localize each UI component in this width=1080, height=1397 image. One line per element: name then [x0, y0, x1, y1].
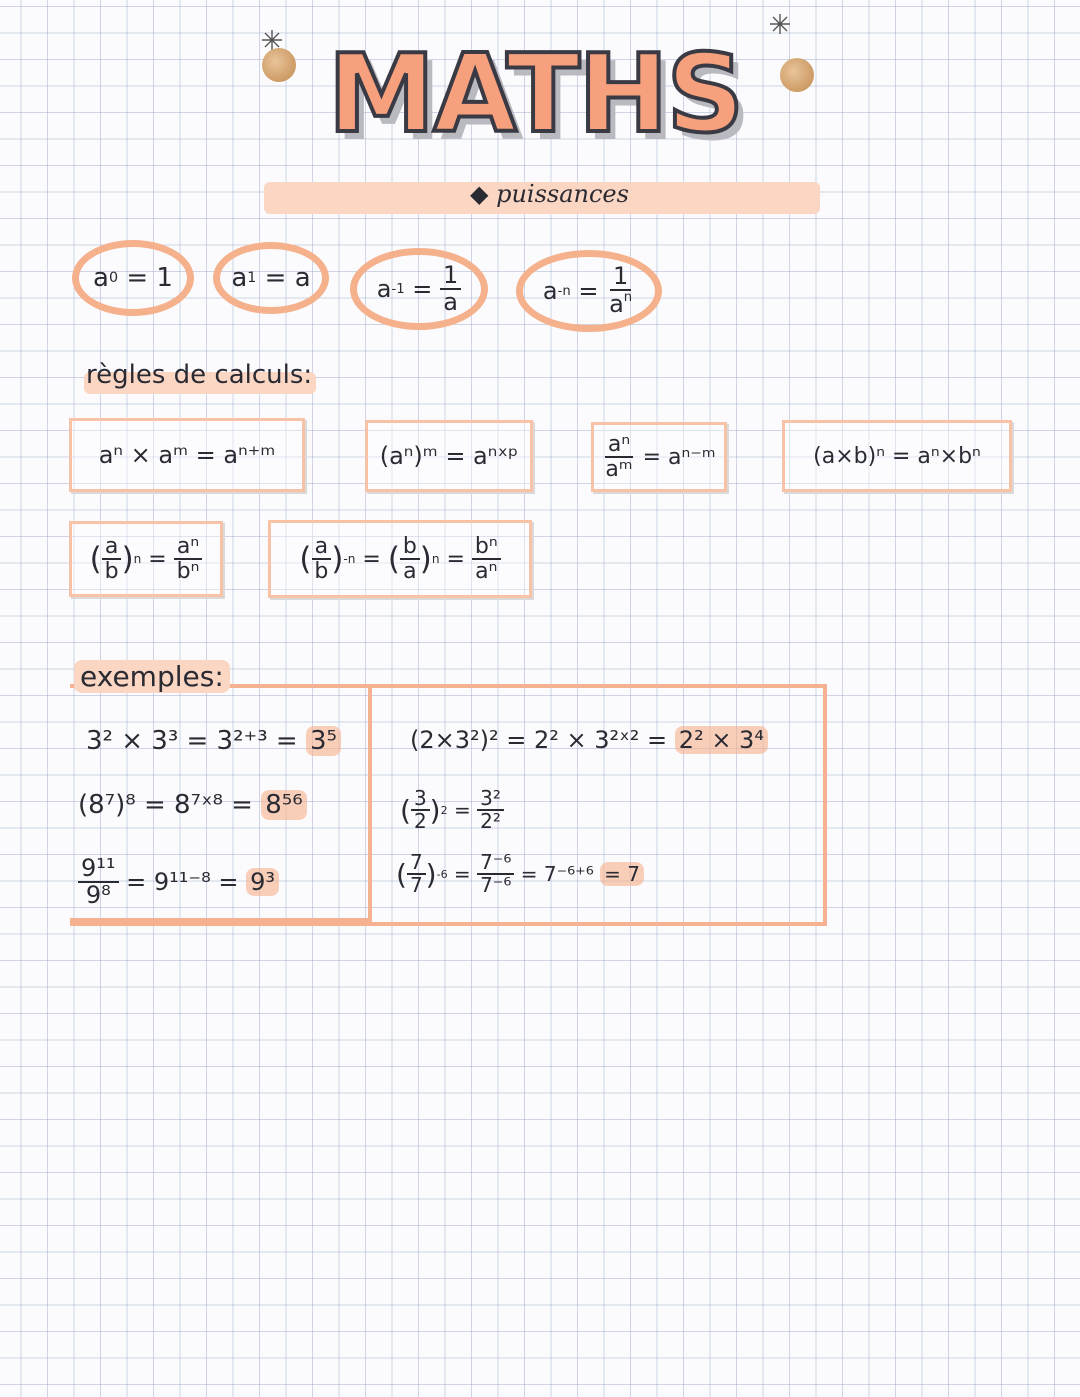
example-right-3: ( $\frac{7}{7}$ ) -6 = $\frac{\text{7⁻⁶}}{\text{7⁻⁶}}$ = 7⁻⁶⁺⁶ = 7 — [396, 852, 644, 896]
examples-label: exemples: — [74, 660, 230, 693]
example-right-2: ( $\frac{3}{2}$ ) 2 = $\frac{\text{3²}}{\text{2²}}$ — [400, 788, 504, 832]
rule-product-power: (a×b)ⁿ = aⁿ×bⁿ — [782, 420, 1012, 492]
page-title: MATHS — [327, 31, 743, 157]
rules-label: règles de calculs: — [86, 360, 313, 390]
example-left-2: (8⁷)⁸ = 8⁷ˣ⁸ = 8⁵⁶ — [78, 790, 307, 820]
examples-divider — [368, 684, 372, 922]
subtitle: ◆ puissances — [470, 180, 629, 208]
examples-bottom-left — [70, 918, 370, 922]
rule-negative-fraction-power: ( $\frac{a}{b}$ ) -n = ( $\frac{b}{a}$ ) n = $\frac{\text{bⁿ}}{\text{aⁿ}}$ — [268, 520, 532, 598]
formula-first-power: a 1 = a — [213, 242, 329, 314]
title-dot-right — [780, 58, 814, 92]
formula-negative-power: a -n = $\frac{1}{a^n}$ — [516, 250, 662, 332]
formula-zero-exponent: a 0 = 1 — [72, 240, 194, 316]
example-right-1: (2×3²)² = 2² × 3²ˣ² = 2² × 3⁴ — [410, 726, 768, 754]
formula-inverse: a -1 = $\frac{1}{a}$ — [350, 248, 488, 330]
rule-power-of-power: (aⁿ)ᵐ = aⁿˣᵖ — [365, 420, 533, 492]
rule-quotient: $\frac{\text{aⁿ}}{\text{aᵐ}}$ = aⁿ⁻ᵐ — [591, 422, 727, 492]
rule-product: aⁿ × aᵐ = aⁿ⁺ᵐ — [69, 418, 305, 492]
title-dot-left — [262, 48, 296, 82]
diamond-icon: ◆ — [470, 180, 497, 208]
example-left-3: $\frac{\text{9¹¹}}{\text{9⁸}}$ = 9¹¹⁻⁸ = 9³ — [78, 856, 279, 908]
title-star-left — [262, 30, 282, 50]
title-star-right — [770, 14, 790, 34]
example-left-1: 3² × 3³ = 3²⁺³ = 3⁵ — [86, 726, 341, 756]
rule-fraction-power: ( $\frac{a}{b}$ ) n = $\frac{\text{aⁿ}}{\text{bⁿ}}$ — [69, 521, 223, 597]
